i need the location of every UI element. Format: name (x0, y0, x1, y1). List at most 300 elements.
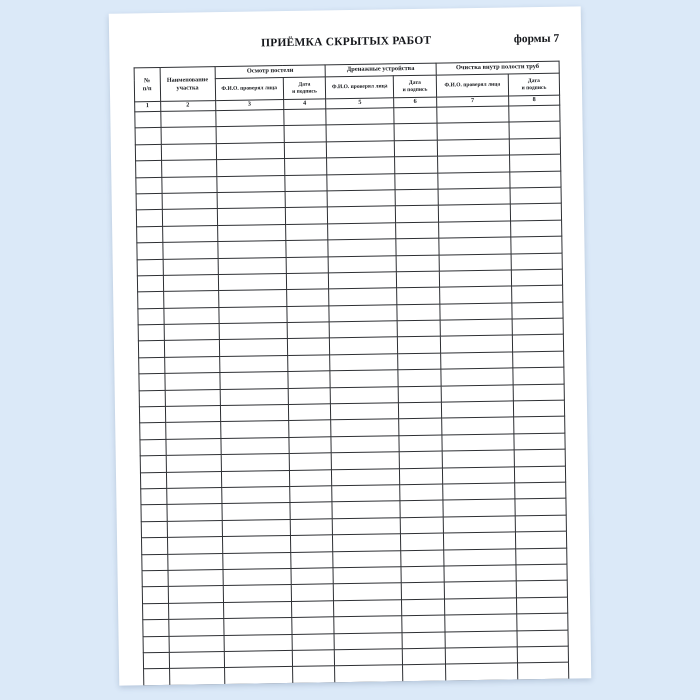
table-cell-empty[interactable] (162, 242, 218, 259)
table-cell-empty[interactable] (512, 318, 563, 335)
table-cell-empty[interactable] (165, 438, 221, 455)
table-cell-empty[interactable] (137, 226, 163, 243)
table-cell-empty[interactable] (140, 456, 166, 473)
table-cell-empty[interactable] (511, 253, 562, 270)
table-cell-empty[interactable] (137, 259, 163, 276)
column-number-cell: 6 (394, 97, 437, 108)
table-cell-empty[interactable] (288, 420, 331, 437)
table-cell-empty[interactable] (335, 665, 403, 682)
table-cell-empty[interactable] (224, 667, 292, 684)
table-cell-empty[interactable] (288, 371, 331, 388)
table-cell-empty[interactable] (218, 273, 286, 290)
table-cell-empty[interactable] (397, 271, 440, 288)
table-cell-empty[interactable] (144, 669, 170, 686)
table-cell-empty[interactable] (397, 287, 440, 304)
table-cell-empty[interactable] (331, 403, 399, 420)
table-cell-empty[interactable] (136, 210, 162, 227)
table-cell-empty[interactable] (510, 171, 561, 188)
table-cell-empty[interactable] (143, 619, 169, 636)
table-cell-empty[interactable] (138, 308, 164, 325)
table-cell-empty[interactable] (219, 306, 287, 323)
table-cell-empty[interactable] (330, 370, 398, 387)
table-cell-empty[interactable] (512, 285, 563, 302)
table-cell-empty[interactable] (289, 469, 332, 486)
table-cell-empty[interactable] (143, 636, 169, 653)
table-cell-empty[interactable] (333, 534, 401, 551)
table-cell-empty[interactable] (401, 566, 444, 583)
table-cell-empty[interactable] (403, 664, 446, 681)
table-cell-empty[interactable] (285, 224, 328, 241)
table-cell-empty[interactable] (397, 320, 440, 337)
table-cell-empty[interactable] (401, 550, 444, 567)
table-cell-empty[interactable] (438, 188, 510, 206)
table-cell-empty[interactable] (331, 436, 399, 453)
table-cell-empty[interactable] (168, 619, 224, 636)
table-cell-empty[interactable] (510, 187, 561, 204)
table-cell-empty[interactable] (397, 304, 440, 321)
table-cell-empty[interactable] (442, 483, 514, 501)
table-cell-empty[interactable] (516, 580, 567, 597)
table-cell-empty[interactable] (166, 471, 222, 488)
table-cell-empty[interactable] (515, 482, 566, 499)
table-cell-empty[interactable] (445, 663, 517, 681)
table-cell-empty[interactable] (509, 138, 560, 155)
table-cell-empty[interactable] (326, 124, 394, 141)
table-cell-empty[interactable] (330, 337, 398, 354)
table-cell-empty[interactable] (169, 668, 225, 685)
table-cell-empty[interactable] (220, 372, 288, 389)
table-cell-empty[interactable] (328, 222, 396, 239)
table-cell-empty[interactable] (441, 417, 513, 435)
table-cell-empty[interactable] (166, 455, 222, 472)
table-cell-empty[interactable] (444, 598, 516, 616)
table-cell-empty[interactable] (168, 602, 224, 619)
table-head (134, 61, 560, 112)
table-cell-empty[interactable] (162, 193, 218, 210)
table-cell-empty[interactable] (160, 111, 216, 128)
table-cell-empty[interactable] (143, 652, 169, 669)
table-cell-empty[interactable] (439, 270, 511, 288)
table-cell-empty[interactable] (440, 352, 512, 370)
table-cell-empty[interactable] (513, 367, 564, 384)
table-cell-empty[interactable] (292, 666, 335, 683)
table-cell-empty[interactable] (437, 139, 509, 157)
table-cell-empty[interactable] (514, 466, 565, 483)
table-cell-empty[interactable] (135, 144, 161, 161)
table-cell-empty[interactable] (222, 536, 290, 553)
column-header-section-name (160, 67, 216, 102)
table-cell-empty[interactable] (442, 467, 514, 485)
table-cell-empty[interactable] (166, 488, 222, 505)
table-cell-empty[interactable] (287, 355, 330, 372)
table-cell-empty[interactable] (291, 568, 334, 585)
table-cell-empty[interactable] (511, 220, 562, 237)
table-cell-empty[interactable] (444, 614, 516, 632)
table-cell-empty[interactable] (221, 437, 289, 454)
table-cell-empty[interactable] (399, 418, 442, 435)
table-cell-empty[interactable] (162, 225, 218, 242)
table-cell-empty[interactable] (167, 537, 223, 554)
table-cell-empty[interactable] (285, 191, 328, 208)
table-cell-empty[interactable] (394, 124, 437, 141)
table-cell-empty[interactable] (223, 585, 291, 602)
table-cell-empty[interactable] (331, 419, 399, 436)
table-cell-empty[interactable] (135, 128, 161, 145)
table-cell-empty[interactable] (138, 341, 164, 358)
table-cell-empty[interactable] (438, 221, 510, 239)
subheader-cleaning-date-signature (508, 73, 559, 96)
table-cell-empty[interactable] (401, 533, 444, 550)
table-cell-empty[interactable] (518, 679, 569, 686)
table-cell-empty[interactable] (164, 324, 220, 341)
table-cell-empty[interactable] (400, 468, 443, 485)
table-cell-empty[interactable] (140, 472, 166, 489)
table-cell-empty[interactable] (399, 402, 442, 419)
table-cell-empty[interactable] (439, 253, 511, 271)
table-cell-empty[interactable] (221, 486, 289, 503)
table-cell-empty[interactable] (400, 517, 443, 534)
table-cell-empty[interactable] (216, 142, 284, 159)
table-cell-empty[interactable] (164, 373, 220, 390)
table-cell-empty[interactable] (163, 307, 219, 324)
table-cell-empty[interactable] (218, 257, 286, 274)
table-cell-empty[interactable] (328, 239, 396, 256)
table-cell-empty[interactable] (509, 105, 560, 122)
table-cell-empty[interactable] (332, 485, 400, 502)
column-number-cell: 8 (509, 95, 560, 106)
table-cell-empty[interactable] (169, 684, 225, 685)
table-cell-empty[interactable] (136, 177, 162, 194)
table-cell-empty[interactable] (441, 368, 513, 386)
table-cell-empty[interactable] (334, 632, 402, 649)
table-cell-empty[interactable] (333, 583, 401, 600)
table-cell-empty[interactable] (138, 292, 164, 309)
table-cell-empty[interactable] (161, 160, 217, 177)
table-cell-empty[interactable] (143, 603, 169, 620)
table-cell-empty[interactable] (395, 140, 438, 157)
table-cell-empty[interactable] (289, 453, 332, 470)
table-cell-empty[interactable] (221, 470, 289, 487)
table-cell-empty[interactable] (219, 355, 287, 372)
table-cell-empty[interactable] (439, 237, 511, 255)
table-cell-empty[interactable] (287, 306, 330, 323)
table-cell-empty[interactable] (439, 286, 511, 304)
table-cell-empty[interactable] (515, 515, 566, 532)
subheader-bed-date-line1: Дата (298, 81, 311, 88)
table-cell-empty[interactable] (516, 597, 567, 614)
table-cell-empty[interactable] (218, 241, 286, 258)
table-cell-empty[interactable] (168, 586, 224, 603)
table-cell-empty[interactable] (328, 206, 396, 223)
table-cell-empty[interactable] (518, 662, 569, 679)
table-cell-empty[interactable] (512, 302, 563, 319)
table-cell-empty[interactable] (399, 435, 442, 452)
table-cell-empty[interactable] (135, 111, 161, 128)
table-cell-empty[interactable] (165, 389, 221, 406)
subheader-drainage-date-signature (394, 75, 437, 98)
table-cell-empty[interactable] (292, 633, 335, 650)
table-cell-empty[interactable] (219, 339, 287, 356)
table-cell-empty[interactable] (443, 532, 515, 550)
table-cell-empty[interactable] (285, 174, 328, 191)
table-cell-empty[interactable] (442, 434, 514, 452)
table-cell-empty[interactable] (395, 156, 438, 173)
table-cell-empty[interactable] (445, 647, 517, 665)
table-cell-empty[interactable] (137, 243, 163, 260)
table-cell-empty[interactable] (290, 551, 333, 568)
table-cell-empty[interactable] (216, 110, 284, 127)
table-cell-empty[interactable] (222, 552, 290, 569)
table-cell-empty[interactable] (438, 204, 510, 222)
table-cell-empty[interactable] (285, 207, 328, 224)
column-header-number-line2: п/п (142, 84, 152, 92)
table-cell-empty[interactable] (510, 154, 561, 171)
table-cell-empty[interactable] (514, 449, 565, 466)
table-cell-empty[interactable] (287, 322, 330, 339)
table-cell-empty[interactable] (136, 193, 162, 210)
table-cell-empty[interactable] (169, 635, 225, 652)
table-cell-empty[interactable] (219, 323, 287, 340)
table-cell-empty[interactable] (225, 683, 293, 686)
table-cell-empty[interactable] (220, 421, 288, 438)
table-cell-empty[interactable] (437, 155, 509, 173)
table-cell-empty[interactable] (396, 238, 439, 255)
table-cell-empty[interactable] (286, 273, 329, 290)
table-cell-empty[interactable] (510, 204, 561, 221)
table-cell-empty[interactable] (217, 208, 285, 225)
table-cell-empty[interactable] (444, 565, 516, 583)
table-cell-empty[interactable] (330, 386, 398, 403)
table-cell-empty[interactable] (140, 439, 166, 456)
table-cell-empty[interactable] (223, 601, 291, 618)
table-cell-empty[interactable] (441, 385, 513, 403)
table-cell-empty[interactable] (513, 351, 564, 368)
table-cell-empty[interactable] (291, 584, 334, 601)
table-cell-empty[interactable] (437, 106, 509, 124)
table-cell-empty[interactable] (334, 616, 402, 633)
table-cell-empty[interactable] (327, 141, 395, 158)
table-cell-empty[interactable] (289, 437, 332, 454)
table-cell-empty[interactable] (142, 587, 168, 604)
table-cell-empty[interactable] (163, 258, 219, 275)
table-cell-empty[interactable] (139, 406, 165, 423)
table-cell-empty[interactable] (142, 554, 168, 571)
table-cell-empty[interactable] (137, 275, 163, 292)
table-cell-empty[interactable] (395, 173, 438, 190)
table-cell-empty[interactable] (400, 500, 443, 517)
table-cell-empty[interactable] (511, 236, 562, 253)
table-cell-empty[interactable] (512, 335, 563, 352)
table-cell-empty[interactable] (398, 353, 441, 370)
table-cell-empty[interactable] (216, 159, 284, 176)
table-cell-empty[interactable] (141, 488, 167, 505)
table-cell-empty[interactable] (329, 272, 397, 289)
table-cell-empty[interactable] (513, 400, 564, 417)
table-cell-empty[interactable] (162, 209, 218, 226)
table-cell-empty[interactable] (290, 535, 333, 552)
table-cell-empty[interactable] (161, 143, 217, 160)
table-cell-empty[interactable] (287, 338, 330, 355)
table-cell-empty[interactable] (402, 599, 445, 616)
table-cell-empty[interactable] (288, 404, 331, 421)
table-cell-empty[interactable] (163, 274, 219, 291)
table-cell-empty[interactable] (164, 356, 220, 373)
table-cell-empty[interactable] (136, 161, 162, 178)
table-cell-empty[interactable] (163, 291, 219, 308)
table-cell-empty[interactable] (165, 406, 221, 423)
table-cell-empty[interactable] (167, 520, 223, 537)
table-cell-empty[interactable] (224, 618, 292, 635)
table-cell-empty[interactable] (284, 142, 327, 159)
table-cell-empty[interactable] (289, 486, 332, 503)
table-cell-empty[interactable] (141, 538, 167, 555)
table-cell-empty[interactable] (141, 521, 167, 538)
table-cell-empty[interactable] (290, 502, 333, 519)
table-cell-empty[interactable] (284, 158, 327, 175)
table-cell-empty[interactable] (332, 517, 400, 534)
table-cell-empty[interactable] (221, 454, 289, 471)
table-cell-empty[interactable] (292, 617, 335, 634)
table-cell-empty[interactable] (217, 224, 285, 241)
table-cell-empty[interactable] (398, 337, 441, 354)
table-cell-empty[interactable] (402, 632, 445, 649)
table-cell-empty[interactable] (441, 401, 513, 419)
table-cell-empty[interactable] (440, 319, 512, 337)
table-cell-empty[interactable] (401, 582, 444, 599)
table-cell-empty[interactable] (288, 387, 331, 404)
table-cell-empty[interactable] (220, 405, 288, 422)
table-cell-empty[interactable] (329, 304, 397, 321)
table-cell-empty[interactable] (517, 646, 568, 663)
table-cell-empty[interactable] (332, 468, 400, 485)
table-cell-empty[interactable] (516, 564, 567, 581)
table-cell-empty[interactable] (444, 581, 516, 599)
table-cell-empty[interactable] (218, 290, 286, 307)
table-cell-empty[interactable] (284, 125, 327, 142)
table-cell-empty[interactable] (515, 499, 566, 516)
table-cell-empty[interactable] (335, 681, 403, 685)
table-cell-empty[interactable] (329, 288, 397, 305)
table-cell-empty[interactable] (440, 303, 512, 321)
table-cell-empty[interactable] (139, 374, 165, 391)
table-cell-empty[interactable] (398, 369, 441, 386)
table-cell-empty[interactable] (443, 516, 515, 534)
table-cell-empty[interactable] (440, 335, 512, 353)
table-cell-empty[interactable] (220, 388, 288, 405)
table-cell-empty[interactable] (167, 553, 223, 570)
table-cell-empty[interactable] (144, 685, 170, 686)
table-cell-empty[interactable] (399, 451, 442, 468)
table-cell-empty[interactable] (403, 681, 446, 686)
table-cell-empty[interactable] (398, 386, 441, 403)
table-cell-empty[interactable] (161, 176, 217, 193)
table-cell-empty[interactable] (516, 548, 567, 565)
table-cell-empty[interactable] (402, 615, 445, 632)
table-cell-empty[interactable] (139, 357, 165, 374)
table-cell-empty[interactable] (284, 109, 327, 126)
table-cell-empty[interactable] (140, 423, 166, 440)
table-cell-empty[interactable] (164, 340, 220, 357)
table-cell-empty[interactable] (329, 321, 397, 338)
table-cell-empty[interactable] (328, 255, 396, 272)
subheader-cleaning-inspector-name: Ф.И.О. проверял лица (436, 74, 509, 97)
table-cell-empty[interactable] (394, 107, 437, 124)
table-cell-empty[interactable] (443, 499, 515, 517)
subheader-bed-date-signature (283, 77, 326, 100)
table-cell-empty[interactable] (286, 256, 329, 273)
table-cell-empty[interactable] (327, 157, 395, 174)
table-cell-empty[interactable] (326, 108, 394, 125)
table-cell-empty[interactable] (515, 531, 566, 548)
table-cell-empty[interactable] (222, 503, 290, 520)
table-cell-empty[interactable] (286, 240, 329, 257)
table-cell-empty[interactable] (332, 501, 400, 518)
table-cell-empty[interactable] (216, 126, 284, 143)
table-cell-empty[interactable] (446, 680, 518, 686)
table-cell-empty[interactable] (445, 630, 517, 648)
table-cell-empty[interactable] (437, 122, 509, 140)
table-cell-empty[interactable] (168, 569, 224, 586)
table-cell-empty[interactable] (396, 205, 439, 222)
column-header-section-name-line2: участка (176, 83, 199, 92)
table-cell-empty[interactable] (293, 682, 336, 685)
table-cell-empty[interactable] (286, 289, 329, 306)
table-cell-empty[interactable] (217, 191, 285, 208)
table-cell-empty[interactable] (514, 417, 565, 434)
table-cell-empty[interactable] (513, 384, 564, 401)
table-cell-empty[interactable] (217, 175, 285, 192)
table-cell-empty[interactable] (509, 122, 560, 139)
table-cell-empty[interactable] (396, 222, 439, 239)
table-cell-empty[interactable] (327, 190, 395, 207)
table-cell-empty[interactable] (224, 634, 292, 651)
table-cell-empty[interactable] (395, 189, 438, 206)
column-number-cell: 5 (326, 98, 394, 109)
table-cell-empty[interactable] (334, 599, 402, 616)
table-cell-empty[interactable] (438, 172, 510, 190)
table-cell-empty[interactable] (331, 452, 399, 469)
table-cell-empty[interactable] (335, 649, 403, 666)
table-cell-empty[interactable] (142, 570, 168, 587)
table-cell-empty[interactable] (166, 504, 222, 521)
table-cell-empty[interactable] (224, 650, 292, 667)
table-cell-empty[interactable] (403, 648, 446, 665)
table-cell-empty[interactable] (291, 601, 334, 618)
table-cell-empty[interactable] (292, 650, 335, 667)
table-cell-empty[interactable] (333, 550, 401, 567)
table-cell-empty[interactable] (442, 450, 514, 468)
table-cell-empty[interactable] (330, 354, 398, 371)
table-cell-empty[interactable] (514, 433, 565, 450)
table-cell-empty[interactable] (517, 613, 568, 630)
table-cell-empty[interactable] (169, 651, 225, 668)
table-cell-empty[interactable] (223, 568, 291, 585)
table-cell-empty[interactable] (139, 390, 165, 407)
table-cell-empty[interactable] (517, 630, 568, 647)
table-cell-empty[interactable] (396, 255, 439, 272)
table-cell-empty[interactable] (333, 567, 401, 584)
table-cell-empty[interactable] (327, 173, 395, 190)
table-cell-empty[interactable] (290, 519, 333, 536)
table-cell-empty[interactable] (161, 127, 217, 144)
table-cell-empty[interactable] (400, 484, 443, 501)
table-cell-empty[interactable] (222, 519, 290, 536)
table-cell-empty[interactable] (165, 422, 221, 439)
table-cell-empty[interactable] (511, 269, 562, 286)
table-cell-empty[interactable] (141, 505, 167, 522)
table-cell-empty[interactable] (138, 325, 164, 342)
table-cell-empty[interactable] (443, 548, 515, 566)
